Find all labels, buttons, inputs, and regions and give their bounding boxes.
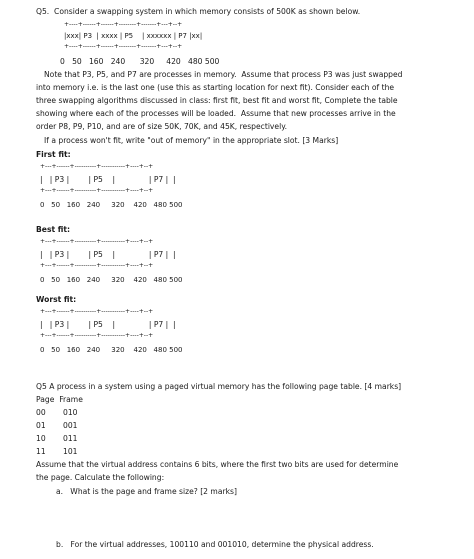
- page-table-question: Q5 A process in a system using a paged virtual memory has the following page table. [4 marks]: [36, 382, 402, 391]
- best-fit-label: Best fit:: [36, 225, 71, 234]
- assume-line-1: Assume that the virtual address contains 6 bits, where the first two bits are used for determine: [36, 460, 399, 469]
- page-table-page: 01: [36, 421, 46, 430]
- first-fit-axis: 0 50 160 240 320 420 480 500: [40, 201, 183, 209]
- instruction: If a process won't fit, write "out of memory" in the appropriate slot. [3 Marks]: [44, 136, 339, 145]
- worst-fit-bottom-border: +---+------+----------+-----------+----+--+: [40, 332, 154, 339]
- best-fit-row: | | P3 | | P5 | | P7 | |: [40, 250, 176, 259]
- memory-diagram-axis: 0 50 160 240 320 420 480 500: [60, 57, 220, 66]
- page-table-frame: 101: [63, 447, 78, 456]
- worst-fit-top-border: +---+------+----------+-----------+----+--+: [40, 308, 154, 315]
- first-fit-row: | | P3 | | P5 | | P7 | |: [40, 175, 176, 184]
- best-fit-top-border: +---+------+----------+-----------+----+--+: [40, 238, 154, 245]
- page-table-frame: 011: [63, 434, 78, 443]
- q5-title: Q5. Consider a swapping system in which memory consists of 500K as shown below.: [36, 7, 361, 16]
- memory-diagram-bottom-border: +----+------+------+--------+-------+---+--+: [64, 43, 183, 50]
- note-line-2: into memory i.e. is the last one (use this as starting location for next fit). Consider each of the: [36, 83, 395, 92]
- page-table-page: 11: [36, 447, 46, 456]
- best-fit-bottom-border: +---+------+----------+-----------+----+--+: [40, 262, 154, 269]
- part-b: b. For the virtual addresses, 100110 and 001010, determine the physical address.: [56, 540, 374, 549]
- worst-fit-row: | | P3 | | P5 | | P7 | |: [40, 320, 176, 329]
- page-table-page: 00: [36, 408, 46, 417]
- page-table-header: Page Frame: [36, 395, 83, 404]
- note-line-5: order P8, P9, P10, and are of size 50K, 70K, and 45K, respectively.: [36, 122, 288, 131]
- note-line-4: showing where each of the processes will be loaded. Assume that new processes arrive in the: [36, 109, 396, 118]
- page-table-page: 10: [36, 434, 46, 443]
- memory-diagram-top-border: +----+------+------+--------+-------+---+--+: [64, 21, 183, 28]
- worst-fit-label: Worst fit:: [36, 295, 77, 304]
- first-fit-top-border: +---+------+----------+-----------+----+--+: [40, 163, 154, 170]
- first-fit-label: First fit:: [36, 150, 71, 159]
- worst-fit-axis: 0 50 160 240 320 420 480 500: [40, 346, 183, 354]
- memory-diagram-row: |xxx| P3 | xxxx | P5 | xxxxxx | P7 |xx|: [64, 32, 203, 40]
- assume-line-2: the page. Calculate the following:: [36, 473, 165, 482]
- page-table-frame: 001: [63, 421, 78, 430]
- first-fit-bottom-border: +---+------+----------+-----------+----+--+: [40, 187, 154, 194]
- page-table-frame: 010: [63, 408, 78, 417]
- best-fit-axis: 0 50 160 240 320 420 480 500: [40, 276, 183, 284]
- part-a: a. What is the page and frame size? [2 marks]: [56, 487, 237, 496]
- note-line-1: Note that P3, P5, and P7 are processes in memory. Assume that process P3 was just swapped: [44, 70, 403, 79]
- note-line-3: three swapping algorithms discussed in class: first fit, best fit and worst fit, Complete the table: [36, 96, 398, 105]
